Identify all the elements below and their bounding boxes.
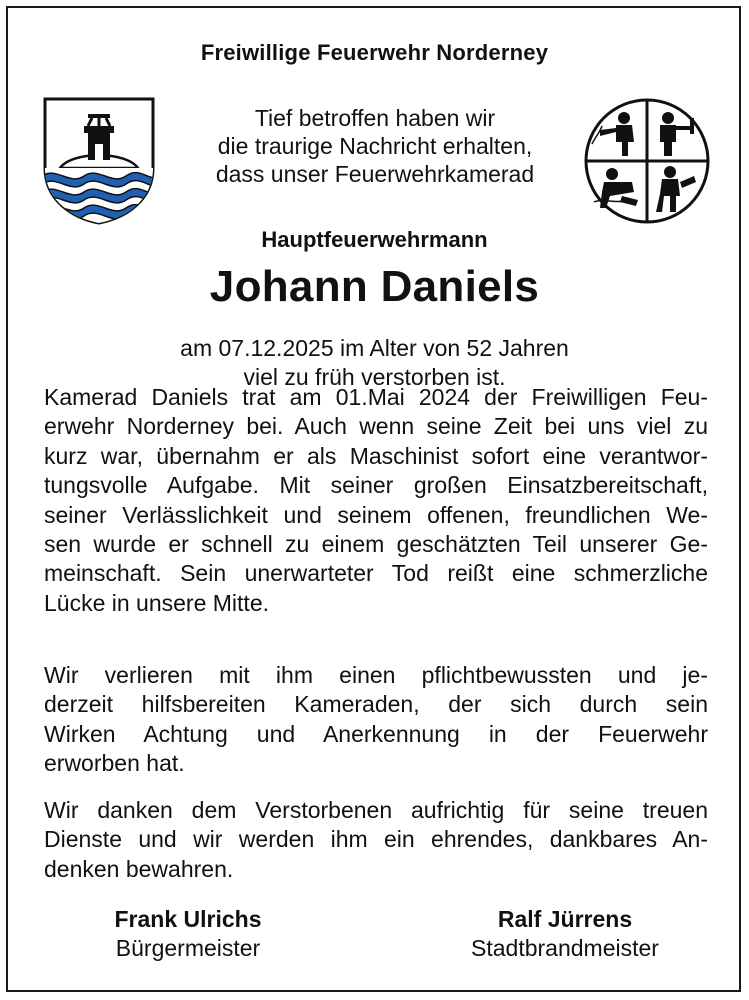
paragraph-line: sen wurde er schnell zu einem geschätzten Teil unserer Ge- [44,530,708,557]
intro-line: die traurige Nachricht erhalten, [217,133,533,159]
intro-line: Tief betroffen haben wir [254,105,496,131]
paragraph-line: Lücke in unsere Mitte. [44,589,270,616]
paragraph-loss [44,661,708,779]
intro-line: dass unser Feuerwehrkamerad [215,161,535,187]
organization-name: Freiwillige Feuerwehr Norderney [200,40,549,65]
paragraph-thanks [44,796,708,884]
signature-mayor [88,905,288,963]
signatory-name: Frank Ulrichs [114,906,262,932]
paragraph-line: erwehr Norderney bei. Auch wenn seine Zeit bei uns viel zu [44,413,708,440]
signature-fire-chief [440,905,690,963]
paragraph-line: Wir verlieren mit ihm einen pflichtbewussten und je- [44,662,708,688]
deceased-name: Johann Daniels [209,262,540,311]
norderney-coat-of-arms-icon [42,96,156,226]
paragraph-line: Dienste und wir werden ihm ein ehrendes, dankbares An- [44,826,708,853]
paragraph-line: Wir danken dem Verstorbenen aufrichtig für seine treuen [44,797,708,823]
paragraph-line: meinschaft. Sein unerwarteter Tod reißt eine schmerzliche [44,560,708,587]
signatory-title: Stadtbrandmeister [471,935,659,961]
paragraph-line: derzeit hilfsbereiten Kameraden, der sich durch sein [44,691,708,718]
paragraph-tribute [44,383,708,618]
paragraph-line: denken bewahren. [44,855,234,882]
firefighter-emblem-icon [582,96,712,226]
deceased-rank: Hauptfeuerwehrmann [261,227,488,252]
paragraph-line: tungsvolle Aufgabe. Mit seiner großen Einsatzbereitschaft, [44,472,708,499]
death-line: viel zu früh verstorben ist. [243,364,506,390]
paragraph-line: Wirken Achtung und Anerkennung in der Feuerwehr [44,720,708,747]
paragraph-line: Kamerad Daniels trat am 01.Mai 2024 der Freiwilligen Feu- [44,384,708,410]
paragraph-line: kurz war, übernahm er als Maschinist sofort eine verantwor- [44,442,708,469]
signatory-title: Bürgermeister [115,935,261,961]
paragraph-line: erworben hat. [44,750,185,777]
intro-text [160,104,590,188]
paragraph-line: seiner Verlässlichkeit und seinem offenen, freundlichen We- [44,501,708,528]
signatory-name: Ralf Jürrens [497,906,633,932]
death-line: am 07.12.2025 im Alter von 52 Jahren [180,335,569,361]
